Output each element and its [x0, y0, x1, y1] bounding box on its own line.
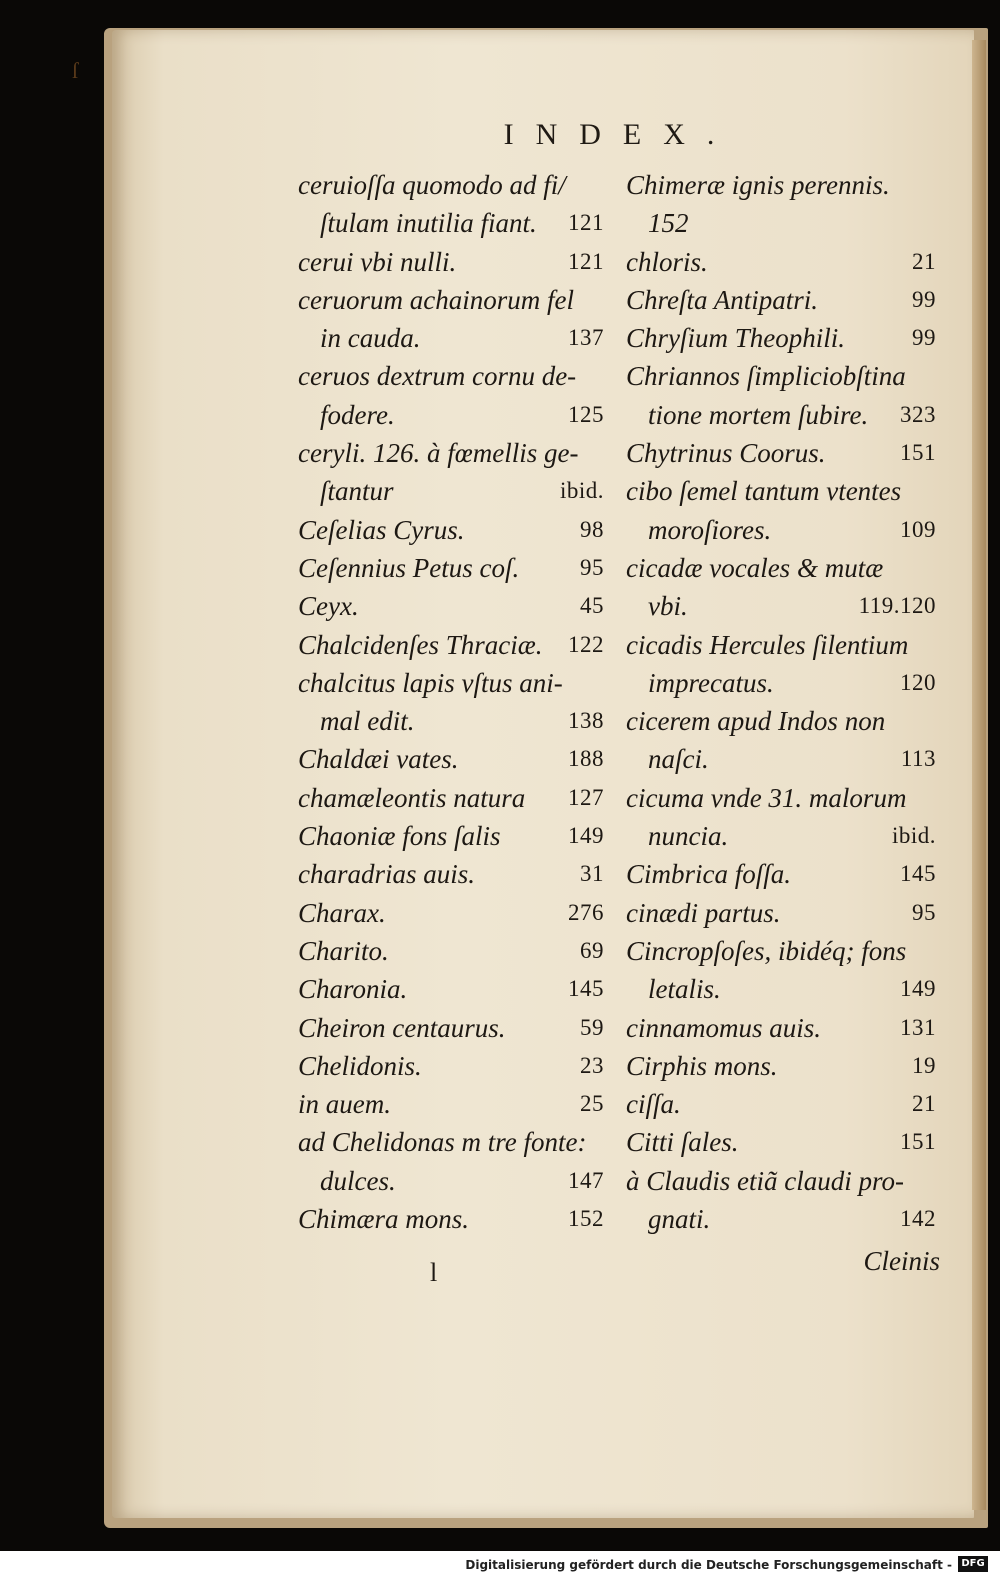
index-entry-text: vbi. [648, 591, 688, 622]
index-entry [298, 855, 604, 893]
index-entry [626, 779, 936, 817]
index-entry [626, 243, 936, 281]
index-entry-page: 31 [580, 861, 604, 887]
index-entry [298, 281, 604, 319]
index-entry-text: ſtulam inutilia fiant. [320, 208, 537, 239]
index-entry [626, 472, 936, 510]
index-entry [626, 357, 936, 395]
index-entry-page: 142 [900, 1206, 936, 1232]
index-entry-text: cinnamomus auis. [626, 1012, 821, 1043]
index-entry [298, 1123, 604, 1161]
index-entry-page: 131 [900, 1014, 936, 1040]
index-entry [298, 511, 604, 549]
index-entry [626, 1009, 936, 1047]
index-entry-text: cicadis Hercules ſilentium [626, 629, 909, 660]
catchword: Cleinis [863, 1246, 940, 1276]
index-entry-page: 98 [580, 516, 604, 542]
index-entry [298, 817, 604, 855]
index-entry [626, 1085, 936, 1123]
running-head: INDEX. [503, 118, 737, 151]
index-entry [298, 1085, 604, 1123]
index-entry-page: 151 [900, 1129, 936, 1155]
index-entry-page: 138 [568, 708, 604, 734]
index-entry [298, 894, 604, 932]
index-entry [298, 396, 604, 434]
index-entry-page: 113 [900, 746, 936, 772]
index-entry [298, 702, 604, 740]
index-entry-text: fodere. [320, 399, 395, 430]
index-entry [626, 434, 936, 472]
index-entry-page: 59 [580, 1014, 604, 1040]
index-entry-text: cicerem apud Indos non [626, 706, 886, 737]
index-entry-page: 99 [912, 325, 936, 351]
funding-credit: Digitalisierung gefördert durch die Deutsche Forschungsgemeinschaft - [465, 1558, 952, 1572]
ink-blot: ſ [72, 58, 79, 83]
index-entry [626, 740, 936, 778]
index-entry-text: Cimbrica foſſa. [626, 859, 792, 890]
index-entry-text: Chryſium Theophili. [626, 323, 846, 354]
index-entry-text: ceruos dextrum cornu de- [298, 361, 577, 392]
index-entry-text: naſci. [648, 744, 709, 775]
index-entry-text: Charax. [298, 897, 386, 928]
index-entry-page: 145 [900, 861, 936, 887]
index-entry [298, 664, 604, 702]
index-entry-text: chalcitus lapis vſtus ani- [298, 667, 563, 698]
index-entry [298, 1009, 604, 1047]
index-entry [298, 166, 604, 204]
index-entry-text: Citti ſales. [626, 1127, 739, 1158]
index-entry-text: Charito. [298, 935, 389, 966]
index-entry-text: Cincropſoſes, ibidéq; fons [626, 935, 907, 966]
index-entry-text: Cheiron centaurus. [298, 1012, 506, 1043]
index-entry-page: 188 [568, 746, 604, 772]
index-entry-text: chloris. [626, 246, 708, 277]
index-entry [298, 626, 604, 664]
index-entry-text: Charonia. [298, 974, 408, 1005]
index-entry [626, 626, 936, 664]
index-entry [298, 434, 604, 472]
index-entry [298, 587, 604, 625]
index-entry-text: ciſſa. [626, 1089, 681, 1120]
index-entry [298, 970, 604, 1008]
index-entry-text: 152 [648, 208, 689, 239]
index-entry-page: 119.120 [858, 593, 936, 619]
index-entry-text: Chaoniæ fons ſalis [298, 821, 501, 852]
index-entry-page: 276 [568, 899, 604, 925]
index-entry-page: 125 [568, 401, 604, 427]
index-entry-text: ceruorum achainorum fel [298, 284, 574, 315]
index-entry-page: 109 [900, 516, 936, 542]
index-entry [626, 396, 936, 434]
index-entry-text: Chytrinus Coorus. [626, 438, 826, 469]
signature-mark: l [430, 1258, 438, 1287]
index-entry-page: 151 [900, 440, 936, 466]
index-entry-text: nuncia. [648, 821, 729, 852]
index-entry-page: 25 [580, 1091, 604, 1117]
index-entry-page: 69 [580, 937, 604, 963]
index-entry [298, 1047, 604, 1085]
index-entry-page: ibid. [891, 823, 936, 849]
index-entry-text: cibo ſemel tantum vtentes [626, 476, 902, 507]
index-entry [626, 1047, 936, 1085]
index-entry-page: 149 [900, 976, 936, 1002]
index-entry-text: ad Chelidonas m tre fonte: [298, 1127, 587, 1158]
index-entry [626, 932, 936, 970]
index-entry-text: Ceſelias Cyrus. [298, 514, 465, 545]
index-entry-page: 21 [912, 1091, 936, 1117]
index-entry-text: ceryli. 126. à fœmellis ge- [298, 438, 579, 469]
index-entry-text: Chelidonis. [298, 1050, 422, 1081]
index-entry-page: 122 [568, 631, 604, 657]
index-entry [298, 1162, 604, 1200]
index-entry-page: 23 [580, 1052, 604, 1078]
index-entry-text: Chriannos ſimpliciobſtina [626, 361, 906, 392]
index-entry [626, 511, 936, 549]
index-entry-text: gnati. [648, 1204, 711, 1235]
index-entry-page: 145 [568, 976, 604, 1002]
index-entry-page: 149 [568, 823, 604, 849]
index-entry [626, 319, 936, 357]
index-entry-page: 99 [912, 286, 936, 312]
index-entry [298, 1200, 604, 1238]
dfg-logo-icon: DFG [958, 1556, 988, 1572]
index-entry [626, 204, 936, 242]
index-entry [626, 1123, 936, 1161]
index-entry-page: 95 [912, 899, 936, 925]
index-entry-text: cicadæ vocales & mutæ [626, 552, 884, 583]
index-entry-page: 120 [900, 669, 936, 695]
page-fore-edge [972, 40, 986, 1510]
index-entry [626, 587, 936, 625]
index-entry-page: 121 [568, 248, 604, 274]
index-entry-text: mal edit. [320, 706, 415, 737]
index-entry [298, 740, 604, 778]
index-entry-text: Chaldæi vates. [298, 744, 459, 775]
index-entry-text: dulces. [320, 1165, 396, 1196]
index-entry-text: chamæleontis natura [298, 782, 526, 813]
index-entry-page: 137 [568, 325, 604, 351]
index-entry [298, 549, 604, 587]
index-entry-page: 323 [900, 401, 936, 427]
index-entry-text: à Claudis etiã claudi pro- [626, 1165, 904, 1196]
index-entry [626, 894, 936, 932]
index-entry [626, 1200, 936, 1238]
index-entry [298, 932, 604, 970]
index-entry [626, 1162, 936, 1200]
index-entry-text: charadrias auis. [298, 859, 476, 890]
index-entry [626, 702, 936, 740]
index-entry-page: 127 [568, 784, 604, 810]
index-entry-page: 152 [568, 1206, 604, 1232]
index-entry-text: tione mortem ſubire. [648, 399, 869, 430]
index-entry-text: in auem. [298, 1089, 391, 1120]
index-entry-text: cerui vbi nulli. [298, 246, 457, 277]
index-entry-page: 21 [912, 248, 936, 274]
index-entry-text: Chreſta Antipatri. [626, 284, 819, 315]
index-entry [298, 243, 604, 281]
index-entry [626, 970, 936, 1008]
index-entry [626, 281, 936, 319]
index-entry-text: letalis. [648, 974, 721, 1005]
index-entry-text: moroſiores. [648, 514, 772, 545]
index-entry [298, 319, 604, 357]
index-entry [298, 472, 604, 510]
index-entry-page: 95 [580, 554, 604, 580]
index-entry [626, 549, 936, 587]
index-entry-text: Chimeræ ignis perennis. [626, 170, 890, 200]
index-entry-page: 45 [580, 593, 604, 619]
index-entry [298, 204, 604, 242]
index-entry-text: Cirphis mons. [626, 1050, 778, 1081]
index-entry [298, 357, 604, 395]
index-entry-text: cinædi partus. [626, 897, 781, 928]
index-entry-text: cicuma vnde 31. malorum [626, 782, 907, 813]
index-entry-text: in cauda. [320, 323, 421, 354]
index-column-right [626, 166, 936, 1238]
index-entry-page: ibid. [559, 478, 604, 504]
index-entry-page: 147 [568, 1167, 604, 1193]
index-entry-text: Chimæra mons. [298, 1204, 470, 1235]
index-entry-page: 19 [912, 1052, 936, 1078]
index-entry-text: ſtantur [320, 476, 394, 507]
index-entry [626, 664, 936, 702]
index-entry [298, 779, 604, 817]
index-entry-text: imprecatus. [648, 667, 774, 698]
index-entry [626, 855, 936, 893]
index-entry [626, 166, 936, 204]
index-entry-text: Ceyx. [298, 591, 359, 622]
index-entry-text: ceruioſſa quomodo ad fi/ [298, 170, 566, 200]
index-entry [626, 817, 936, 855]
index-entry-text: Chalcidenſes Thraciæ. [298, 629, 543, 660]
index-entry-text: Ceſennius Petus coſ. [298, 552, 520, 583]
index-column-left [298, 166, 604, 1238]
index-entry-page: 121 [568, 210, 604, 236]
